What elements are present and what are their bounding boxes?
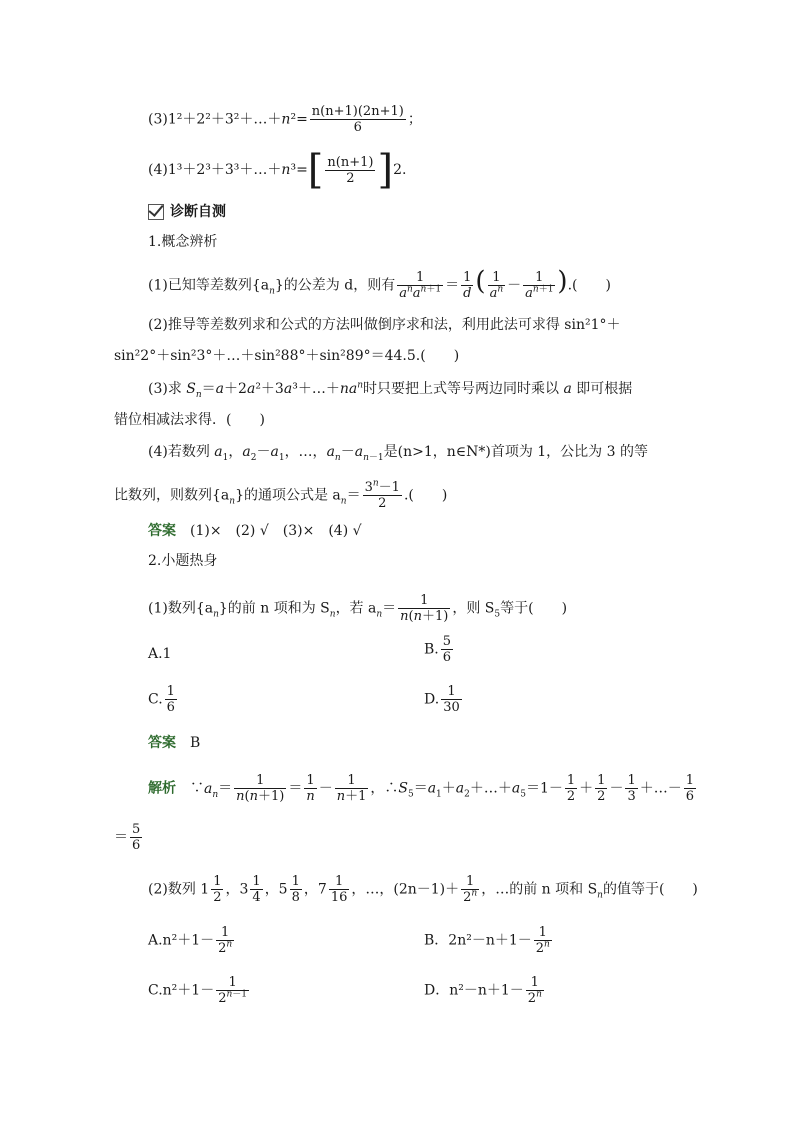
option-d[interactable]: D. $\frac{1}{30}$ [424,684,460,715]
q2-answer: 答案 B [148,735,201,751]
fraction: $\frac{n(n+1)}{2}$ [327,154,374,186]
q1-item-3-line1: (3)求 $S_n=a+2a^2+3a^3+\dots+na^n$时只要把上式等号两边同时乘以 a 即可根据 [148,380,633,400]
option-b2[interactable]: B．2n²－n＋1－ $\frac{1}{2^n}$ [424,925,550,956]
checkmark-icon [148,204,164,220]
q2-heading: 2.小题热身 [148,553,218,569]
q1-item-4-line1: (4)若数列 $a_1$，$a_2-a_1$，…，$a_n-a_{n-1}$是(n>1，n∈N*)首项为 1，公比为 3 的等 [148,444,648,463]
q1-heading: 1.概念辨析 [148,234,218,250]
q1-item-1: (1)已知等差数列$\{a_n\}$的公差为 d，则有 $\frac{1}{a^na^{n+1}}$ ＝ $\frac{1}{d}$ ( $\frac{1}{a^n}$ － $\frac{1}{a^{n+1}}$ ).( ) [148,266,611,301]
option-a2[interactable]: A.n²＋1－ $\frac{1}{2^n}$ [148,925,233,956]
option-b[interactable]: B. $\frac{5}{6}$ [424,634,452,665]
option-c[interactable]: C. $\frac{1}{6}$ [148,684,175,715]
q1-answer: 答案 (1)× (2) √ (3)× (4) √ [148,523,362,539]
q1-item-3-line2: 错位相减法求得．( ) [114,412,265,428]
q2-problem-2: (2)数列 1 $\frac{1}{2}$ ，3 $\frac{1}{4}$ ，5 $\frac{1}{8}$ ，7 $\frac{1}{16}$ ，…，(2n－1)＋ $\frac{1}{2^n}$ ，…的前 n 项和 $S_n$的值等于( ) [148,874,698,905]
option-c2[interactable]: C.n²＋1－ $\frac{1}{2^{n-1}}$ [148,975,248,1006]
option-a[interactable]: A.1 [148,646,172,662]
formula-sum-squares: (3)1²＋2²＋3²＋…＋n²= $\frac{n(n+1)(2n+1)}{6}$ ； [148,104,422,135]
q1-item-2-line2: sin²2°＋sin²3°＋…＋sin²88°＋sin²89°＝44.5.( ) [114,348,460,364]
formula-sum-cubes: (4)1³＋2³＋3³＋…＋n³=[ $\frac{n(n+1)}{2}$ ]2. [148,147,407,193]
q2-analysis-line2: ＝ $\frac{5}{6}$ [114,822,141,853]
q2-analysis-line1: 解析 $\because a_n=$ $\frac{1}{n(n+1)}$ ＝ $\frac{1}{n}$ － $\frac{1}{n+1}$ ，$\therefore S_5=a_1+a_2+\dots+a_5=1-$ $\frac{1}{2}$ ＋ $\frac{1}{2}$ － $\frac{1}{3}$ ＋…－ $\frac{1}{6}$ [148,773,695,804]
q1-item-2-line1: (2)推导等差数列求和公式的方法叫做倒序求和法，利用此法可求得 sin²1°＋ [148,317,621,333]
q1-item-4-line2: 比数列，则数列$\{a_n\}$的通项公式是 $a_n=$ $\frac{3^n-1}{2}$ .( ) [114,478,448,511]
option-d2[interactable]: D．n²－n＋1－ $\frac{1}{2^n}$ [424,975,542,1006]
section-header: 诊断自测 [148,202,226,222]
q2-problem-1: (1)数列$\{a_n\}$的前 n 项和为 $S_n$，若 $a_n=$ $\frac{1}{n(n+1)}$ ，则 $S_5$等于( ) [148,593,568,624]
fraction: $\frac{n(n+1)(2n+1)}{6}$ [311,104,404,135]
